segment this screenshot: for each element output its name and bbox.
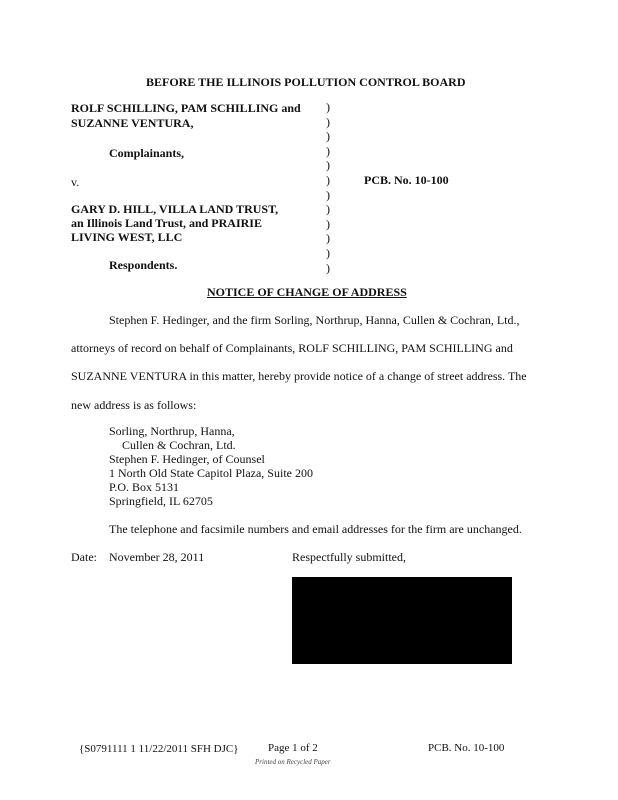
caption-parenthesis: )	[326, 202, 330, 217]
date-label: Date:	[71, 550, 97, 564]
closing-text: Respectfully submitted,	[292, 550, 406, 564]
redacted-signature-box	[292, 577, 512, 664]
address-line: P.O. Box 5131	[109, 480, 180, 494]
complainant-names-line-2: SUZANNE VENTURA,	[71, 116, 194, 130]
date-value: November 28, 2011	[109, 550, 205, 564]
notice-title: NOTICE OF CHANGE OF ADDRESS	[207, 285, 407, 299]
respondents-label: Respondents.	[109, 258, 178, 272]
footer-recycled-note: Printed on Recycled Paper	[255, 758, 331, 766]
caption-parenthesis-column	[326, 100, 330, 275]
case-number: PCB. No. 10-100	[364, 173, 449, 187]
caption-parenthesis: )	[326, 260, 330, 275]
complainant-names-line-1: ROLF SCHILLING, PAM SCHILLING and	[71, 101, 301, 115]
caption-parenthesis: )	[326, 129, 330, 144]
caption-parenthesis: )	[326, 231, 330, 246]
page-title: BEFORE THE ILLINOIS POLLUTION CONTROL BOARD	[146, 75, 466, 89]
respondent-names-line-2: an Illinois Land Trust, and PRAIRIE	[71, 216, 262, 230]
caption-parenthesis: )	[326, 245, 330, 260]
caption-parenthesis: )	[326, 143, 330, 158]
caption-parenthesis: )	[326, 114, 330, 129]
body-paragraph-line: attorneys of record on behalf of Complainants, ROLF SCHILLING, PAM SCHILLING and	[71, 341, 513, 355]
body-paragraph-line: SUZANNE VENTURA in this matter, hereby provide notice of a change of street address. The	[71, 369, 527, 383]
caption-parenthesis: )	[326, 100, 330, 114]
respondent-names-line-3: LIVING WEST, LLC	[71, 230, 183, 244]
footer-case-number: PCB. No. 10-100	[428, 742, 505, 754]
caption-parenthesis: )	[326, 216, 330, 231]
address-line: Stephen F. Hedinger, of Counsel	[109, 452, 265, 466]
body-paragraph-line: Stephen F. Hedinger, and the firm Sorling, Northrup, Hanna, Cullen & Cochran, Ltd.,	[109, 313, 520, 327]
footer-page-number: Page 1 of 2	[268, 742, 318, 754]
address-line: Cullen & Cochran, Ltd.	[122, 438, 236, 452]
caption-parenthesis: )	[326, 172, 330, 187]
body-paragraph-line: new address is as follows:	[71, 398, 197, 412]
caption-parenthesis: )	[326, 158, 330, 173]
address-line: Sorling, Northrup, Hanna,	[109, 424, 235, 438]
caption-parenthesis: )	[326, 187, 330, 202]
respondent-names-line-1: GARY D. HILL, VILLA LAND TRUST,	[71, 202, 279, 216]
versus-label: v.	[71, 175, 80, 189]
address-line: 1 North Old State Capitol Plaza, Suite 200	[109, 466, 313, 480]
body-paragraph-unchanged: The telephone and facsimile numbers and email addresses for the firm are unchanged.	[109, 522, 522, 536]
complainants-label: Complainants,	[109, 146, 185, 160]
footer-doc-id: {S0791111 1 11/22/2011 SFH DJC}	[79, 743, 239, 755]
address-line: Springfield, IL 62705	[109, 494, 213, 508]
